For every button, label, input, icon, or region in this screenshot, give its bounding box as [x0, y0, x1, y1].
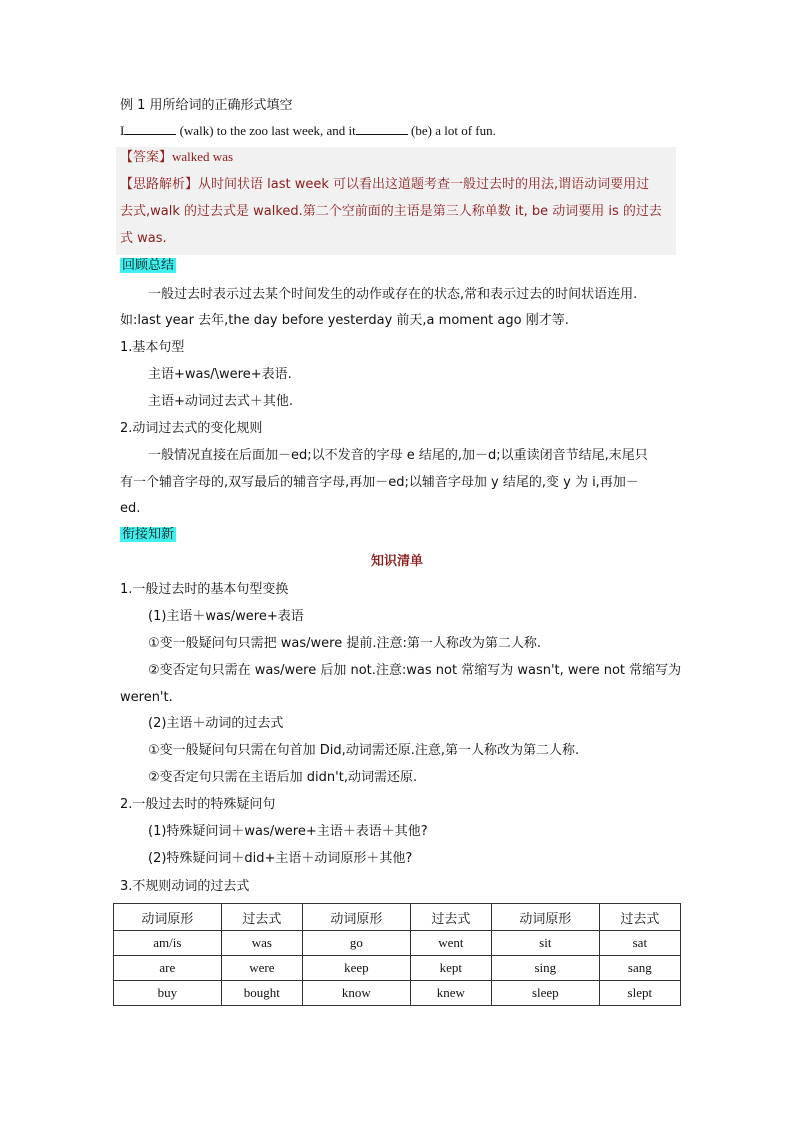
table-row: [114, 956, 681, 981]
section-1-title: 1.基本句型: [120, 340, 185, 355]
table-cell: buy: [114, 981, 222, 1006]
question-part-3: (be) a lot of fun.: [407, 123, 496, 138]
analysis-line-2: 去式,walk 的过去式是 walked.第二个空前面的主语是第三人称单数 it, be 动词要用 is 的过去: [120, 204, 662, 219]
k2-1: (1)特殊疑问词＋was/were+主语＋表语＋其他?: [148, 824, 428, 839]
table-cell: sang: [599, 956, 680, 981]
table-cell: am/is: [114, 931, 222, 956]
table-header-cell: 动词原形: [302, 904, 410, 931]
knowledge-list-title: 知识清单: [370, 554, 423, 569]
review-para-line-2: 如:last year 去年,the day before yesterday 前天,a moment ago 刚才等.: [120, 313, 569, 328]
question-part-2: (walk) to the zoo last week, and it: [176, 123, 356, 138]
blank-2: [356, 122, 408, 135]
table-cell: bought: [221, 981, 302, 1006]
table-cell: go: [302, 931, 410, 956]
k1-b: (2)主语＋动词的过去式: [148, 716, 284, 731]
table-header-cell: 动词原形: [491, 904, 599, 931]
table-cell: keep: [302, 956, 410, 981]
table-cell: sat: [599, 931, 680, 956]
new-tag-line: [120, 525, 176, 545]
k3-title: 3.不规则动词的过去式: [120, 879, 250, 894]
section-2-title: 2.动词过去式的变化规则: [120, 421, 263, 436]
k1-title: 1.一般过去时的基本句型变换: [120, 582, 289, 597]
table-cell: slept: [599, 981, 680, 1006]
section-2-line-1: 一般情况直接在后面加－ed;以不发音的字母 e 结尾的,加－d;以重读闭音节结尾,末尾只: [148, 448, 648, 463]
table-header-row: [114, 904, 681, 931]
table-header-cell: 过去式: [221, 904, 302, 931]
example-title: 例 1 用所给词的正确形式填空: [120, 98, 293, 113]
review-tag-line: [120, 256, 176, 276]
table-cell: went: [410, 931, 491, 956]
review-para-line-1: 一般过去时表示过去某个时间发生的动作或存在的状态,常和表示过去的时间状语连用.: [148, 287, 638, 302]
table-cell: knew: [410, 981, 491, 1006]
k1-a1: ①变一般疑问句只需把 was/were 提前.注意:第一人称改为第二人称.: [148, 636, 542, 651]
analysis-label: 【思路解析】: [120, 177, 199, 192]
table-header-cell: 过去式: [410, 904, 491, 931]
irregular-verbs-table: [113, 903, 681, 1006]
k1-b1: ①变一般疑问句只需在句首加 Did,动词需还原.注意,第一人称改为第二人称.: [148, 743, 580, 758]
blank-1: [124, 122, 176, 135]
example-question: [120, 121, 496, 141]
table-row: [114, 931, 681, 956]
k1-a2-line-1: ②变否定句只需在 was/were 后加 not.注意:was not 常缩写为 wasn't, were not 常缩写为: [148, 663, 682, 678]
table-cell: kept: [410, 956, 491, 981]
section-2-line-3: ed.: [120, 501, 141, 516]
k1-b2: ②变否定句只需在主语后加 didn't,动词需还原.: [148, 770, 418, 785]
table-cell: sleep: [491, 981, 599, 1006]
k1-a2-line-2: weren't.: [120, 690, 173, 705]
table-cell: was: [221, 931, 302, 956]
k2-title: 2.一般过去时的特殊疑问句: [120, 797, 276, 812]
table-cell: are: [114, 956, 222, 981]
review-tag: 回顾总结: [122, 258, 175, 273]
table-cell: were: [221, 956, 302, 981]
table-cell: sing: [491, 956, 599, 981]
table-cell: sit: [491, 931, 599, 956]
answer-label: 【答案】: [120, 150, 173, 165]
section-1-item-1: 主语+was/\were+表语.: [148, 367, 292, 382]
analysis-line-1: [120, 175, 649, 195]
section-1-item-2: 主语+动词过去式＋其他.: [148, 394, 294, 409]
table-header-cell: 过去式: [599, 904, 680, 931]
analysis-text-1: 从时间状语 last week 可以看出这道题考查一般过去时的用法,谓语动词要用过: [198, 177, 650, 192]
k1-a: (1)主语＋was/were+表语: [148, 609, 304, 624]
table-header-cell: 动词原形: [114, 904, 222, 931]
k2-2: (2)特殊疑问词＋did+主语＋动词原形＋其他?: [148, 851, 413, 866]
new-tag: 衔接知新: [122, 527, 175, 542]
table-cell: know: [302, 981, 410, 1006]
table-row: [114, 981, 681, 1006]
question-part-1: I: [120, 123, 125, 138]
analysis-line-3: 式 was.: [120, 231, 167, 246]
answer-line: [120, 147, 233, 168]
section-2-line-2: 有一个辅音字母的,双写最后的辅音字母,再加－ed;以辅音字母加 y 结尾的,变 y 为 i,再加－: [120, 475, 639, 490]
answer-text: walked was: [172, 149, 234, 164]
